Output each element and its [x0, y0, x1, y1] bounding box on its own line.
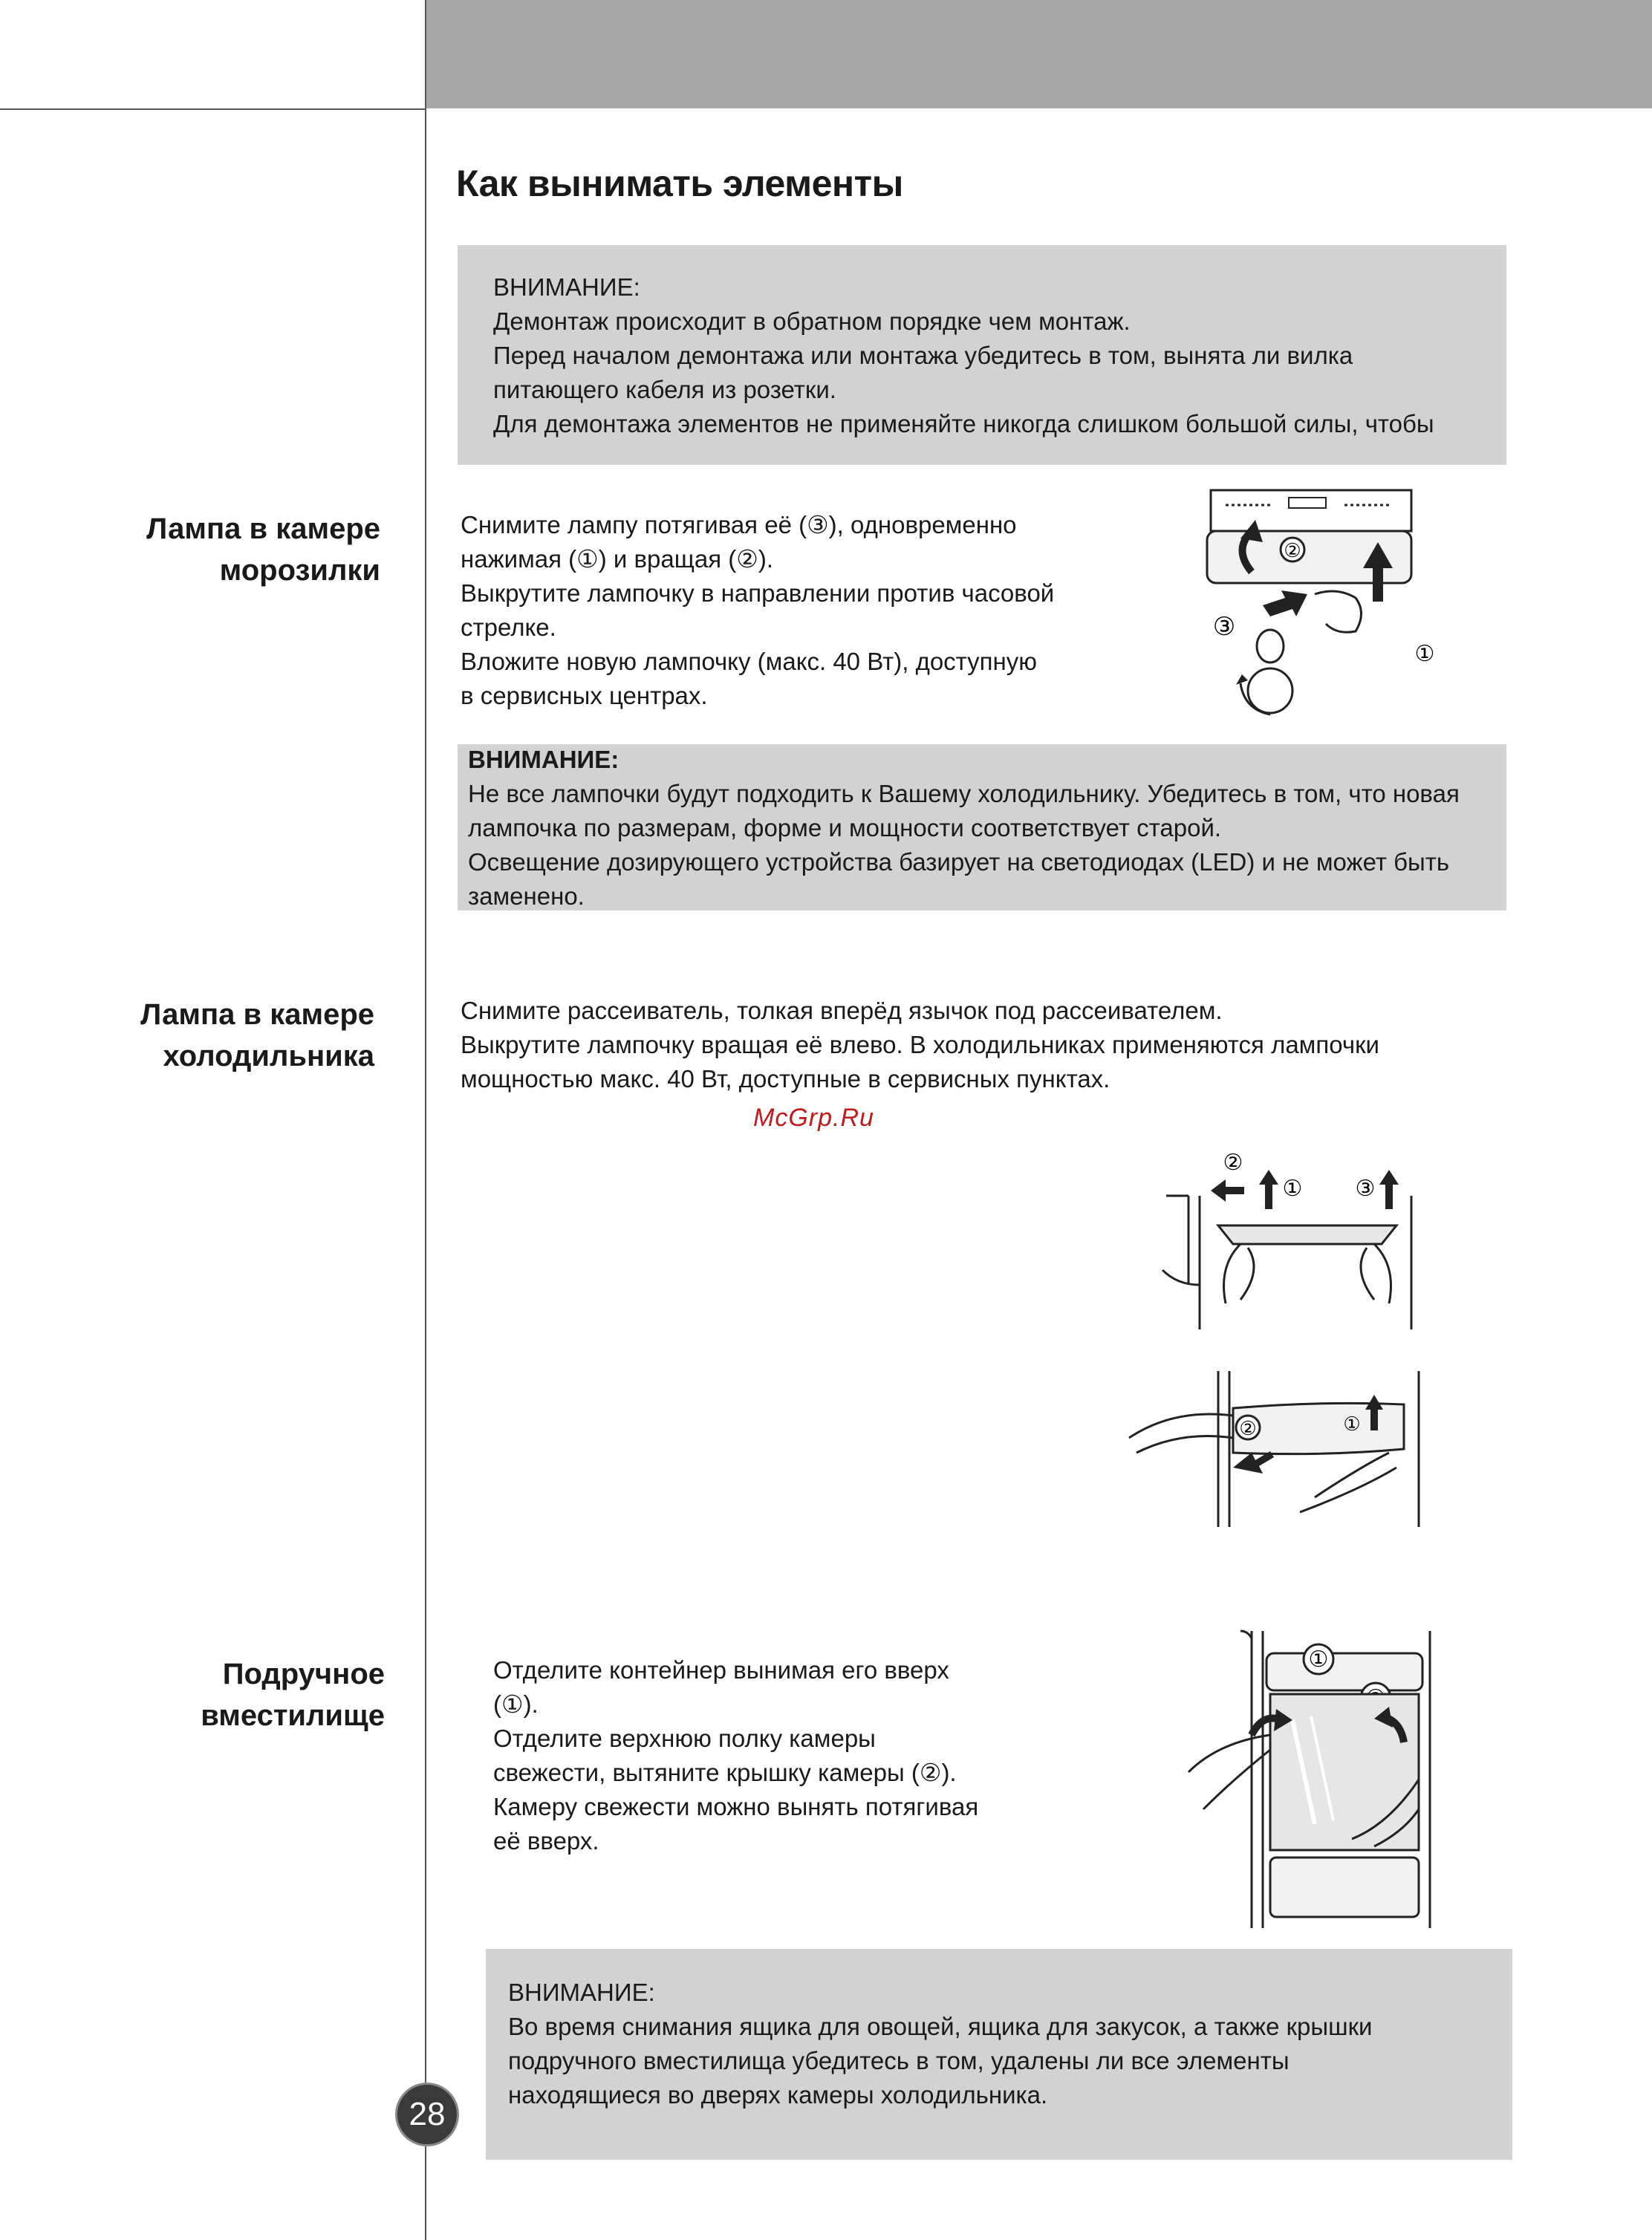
- final-warning-line: подручного вместилища убедитесь в том, удалены ли все элементы: [508, 2047, 1290, 2074]
- final-warning-text: [508, 1976, 1372, 2112]
- freezer-lamp-line: Вложите новую лампочку (макс. 40 Вт), доступную: [461, 648, 1037, 675]
- margin-rule: [425, 0, 426, 2240]
- heading-line: Лампа в камере: [140, 998, 374, 1031]
- lamp-warning-line: Освещение дозирующего устройства базирует на светодиодах (LED) и не может быть: [468, 848, 1450, 876]
- freezer-lamp-line: стрелке.: [461, 613, 556, 641]
- callout-1-label: ①: [1414, 642, 1435, 666]
- fridge-lamp-line: Снимите рассеиватель, толкая вперёд язычок под рассеивателем.: [461, 997, 1223, 1024]
- heading-line: Подручное: [222, 1658, 385, 1690]
- fridge-lamp-text: [461, 994, 1379, 1096]
- lamp-warning-text: [468, 743, 1460, 914]
- callout-1-label: ①: [1343, 1413, 1361, 1435]
- storage-line: (①).: [493, 1690, 539, 1718]
- final-warning-line: ВНИМАНИЕ:: [508, 1979, 655, 2006]
- heading-line: Лампа в камере: [146, 512, 380, 545]
- freezer-lamp-text: [461, 508, 1054, 713]
- heading-line: холодильника: [163, 1040, 374, 1072]
- callout-2-label: ②: [1239, 1417, 1257, 1439]
- final-warning-line: находящиеся во дверях камеры холодильника.: [508, 2081, 1048, 2109]
- freezer-lamp-line: нажимая (①) и вращая (②).: [461, 545, 774, 573]
- fridge-lamp-drawer-illustration: [1122, 1364, 1434, 1542]
- callout-2-label: ②: [1223, 1151, 1243, 1175]
- freezer-lamp-line: в сервисных центрах.: [461, 682, 708, 709]
- fridge-lamp-heading: [18, 994, 374, 1077]
- page-number: 28: [395, 2083, 459, 2146]
- storage-text: [493, 1653, 978, 1858]
- storage-heading: [28, 1653, 385, 1736]
- freezer-lamp-line: Выкрутите лампочку в направлении против часовой: [461, 579, 1055, 607]
- callout-2-label: ②: [1284, 539, 1301, 561]
- storage-line: её вверх.: [493, 1827, 599, 1855]
- storage-illustration: [1181, 1624, 1441, 1935]
- intro-warning-line: Перед началом демонтажа или монтажа убедитесь в том, вынята ли вилка: [493, 342, 1353, 369]
- intro-warning-line: Для демонтажа элементов не применяйте никогда слишком большой силы, чтобы: [493, 410, 1434, 437]
- callout-3-label: ③: [1355, 1176, 1376, 1201]
- storage-line: Отделите верхнюю полку камеры: [493, 1725, 876, 1752]
- header-bar: [426, 0, 1652, 108]
- intro-warning-line: Демонтаж происходит в обратном порядке чем монтаж.: [493, 307, 1131, 335]
- freezer-lamp-heading: [24, 508, 380, 591]
- storage-line: свежести, вытяните крышку камеры (②).: [493, 1759, 957, 1786]
- storage-line: Отделите контейнер вынимая его вверх: [493, 1656, 949, 1684]
- storage-line: Камеру свежести можно вынять потягивая: [493, 1793, 979, 1820]
- intro-warning-line: питающего кабеля из розетки.: [493, 376, 836, 403]
- fridge-lamp-line: мощностью макс. 40 Вт, доступные в сервисных пунктах.: [461, 1065, 1110, 1093]
- callout-1-label: ①: [1308, 1647, 1329, 1672]
- watermark: McGrp.Ru: [753, 1104, 874, 1132]
- lamp-warning-line: заменено.: [468, 882, 585, 910]
- callout-3-label: ③: [1212, 613, 1236, 641]
- final-warning-line: Во время снимания ящика для овощей, ящика для закусок, а также крышки: [508, 2013, 1373, 2040]
- fridge-lamp-cover-illustration: [1159, 1151, 1426, 1337]
- fridge-lamp-line: Выкрутите лампочку вращая её влево. В холодильниках применяются лампочки: [461, 1031, 1379, 1058]
- intro-warning-text: [493, 270, 1434, 441]
- freezer-lamp-line: Снимите лампу потягивая её (③), одновременно: [461, 511, 1017, 538]
- lamp-warning-line: Не все лампочки будут подходить к Вашему холодильнику. Убедитесь в том, что новая: [468, 780, 1460, 807]
- header-rule: [0, 108, 426, 110]
- intro-warning-line: ВНИМАНИЕ:: [493, 273, 640, 301]
- heading-line: вместилище: [201, 1699, 385, 1732]
- lamp-warning-title: ВНИМАНИЕ:: [468, 746, 620, 773]
- heading-line: морозилки: [219, 554, 380, 587]
- callout-1-label: ①: [1282, 1176, 1303, 1201]
- page-title: Как вынимать элементы: [456, 163, 903, 204]
- lamp-warning-line: лампочка по размерам, форме и мощности соответствует старой.: [468, 814, 1222, 841]
- freezer-lamp-illustration: [1188, 475, 1456, 720]
